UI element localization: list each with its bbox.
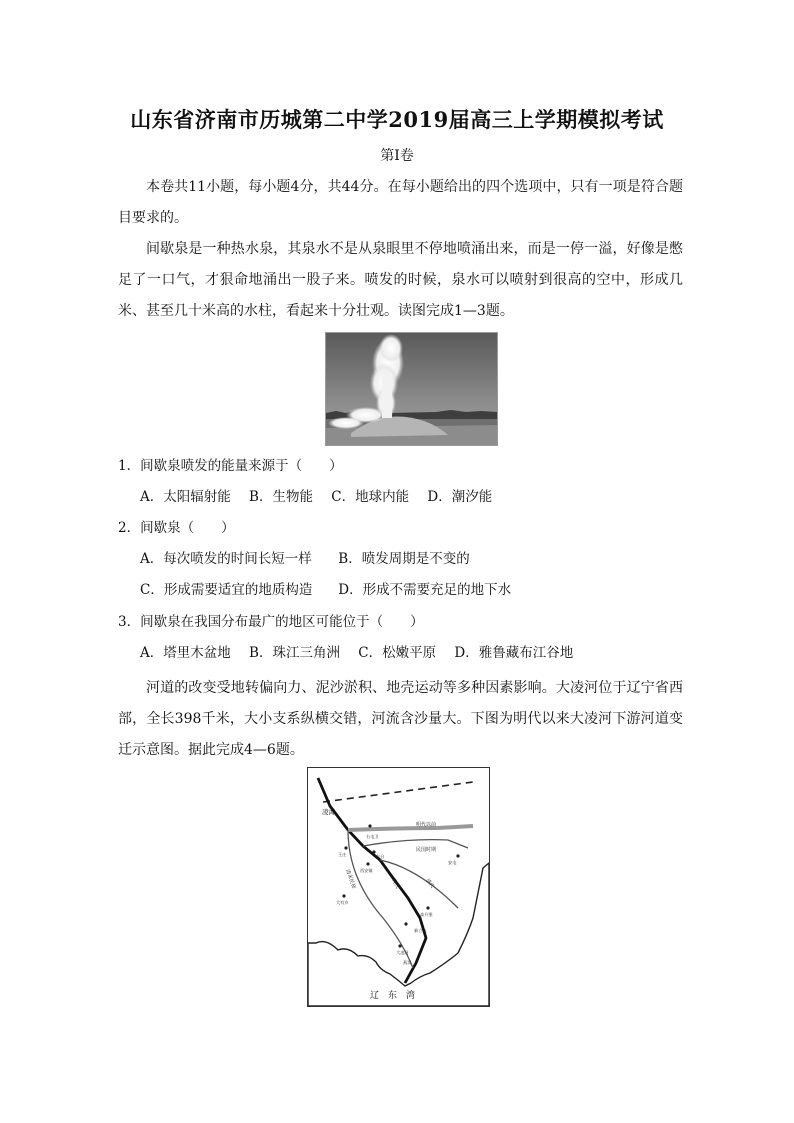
map-label-xiandai: 现代 xyxy=(390,878,401,890)
map-place-dongtai: 东台 xyxy=(376,854,385,859)
question-1-options xyxy=(140,487,506,507)
geyser-passage: 间歇泉是一种热水泉，其泉水不是从泉眼里不停地喷涌出来，而是一停一溢，好像是憋足了一口气，才狠命地涌出一股子来。喷发的时候，泉水可以喷射到很高的空中，形成几米、甚至几十米高的水柱，看起来十分壮观。读图完成1—3题。 xyxy=(118,241,683,319)
q3-option-c: C．松嫩平原 xyxy=(358,645,437,661)
map-label-bay: 辽 东 湾 xyxy=(370,991,416,1001)
q3-option-d: D．雅鲁藏布江谷地 xyxy=(454,645,574,661)
map-place-wangzhuang: 王庄 xyxy=(338,852,347,857)
q1-option-c: C．地球内能 xyxy=(331,489,410,505)
map-place-xian: 西安镇 xyxy=(360,868,373,873)
q3-option-b: B．珠江三角洲 xyxy=(249,645,340,661)
map-place-dayouxiang: 大有乡 xyxy=(336,900,349,905)
map-place-youtunwei: 右屯卫 xyxy=(366,834,379,839)
q2-option-b: B．喷发周期是不变的 xyxy=(338,551,470,567)
map-place-yanwo: 燕窝 xyxy=(403,960,412,965)
river-passage: 河道的改变受地转偏向力、泥沙淤积、地壳运动等多种因素影响。大凌河位于辽宁省西部，全长398千米，大小支系纵横交错，河流含沙量大。下图为明代以来大凌河下游河道变迁示意图。据此完成4—6题。 xyxy=(118,680,683,758)
q2-option-d: D．形成不需要充足的地下水 xyxy=(338,582,512,598)
q3-option-a: A．塔里木盆地 xyxy=(140,645,231,661)
map-place-antun: 安屯 xyxy=(448,860,457,865)
map-place-gaoshengbao: 高升堡 xyxy=(420,912,433,917)
map-place-dalinghe: 大凌河 xyxy=(396,950,409,955)
question-2-stem: 2．间歇泉（ ） xyxy=(118,520,235,536)
map-label-ming: 明代以前 xyxy=(416,822,437,828)
map-label-qing: 清代 xyxy=(424,877,436,890)
question-2-options-row2 xyxy=(140,580,525,600)
map-place-xinlitun: 新立屯 xyxy=(414,928,427,933)
q2-option-a: A．每次喷发的时间长短一样 xyxy=(140,551,312,567)
question-2-options-row1 xyxy=(140,549,484,569)
instructions-paragraph: 本卷共11小题，每小题4分，共44分。在每小题给出的四个选项中，只有一项是符合题目要求的。 xyxy=(118,179,683,226)
question-1-stem: 1．间歇泉喷发的能量来源于（ ） xyxy=(118,458,343,474)
map-label-qingmo: 清末民初 xyxy=(344,868,357,890)
geyser-photo xyxy=(325,332,498,446)
volume-label: 第Ⅰ卷 xyxy=(380,148,414,164)
map-label-linghai: 凌海 xyxy=(322,808,335,816)
map-label-minguo: 民国时期 xyxy=(416,847,437,853)
q2-option-c: C．形成需要适宜的地质构造 xyxy=(140,582,313,598)
q1-option-b: B．生物能 xyxy=(249,489,313,505)
q1-option-a: A．太阳辐射能 xyxy=(140,489,231,505)
question-3-stem: 3．间歇泉在我国分布最广的地区可能位于（ ） xyxy=(118,614,424,630)
q1-option-d: D．潮汐能 xyxy=(427,489,493,505)
page-title: 山东省济南市历城第二中学2019届高三上学期模拟考试 xyxy=(130,107,664,132)
question-3-options xyxy=(140,643,587,663)
river-change-map xyxy=(307,767,490,1007)
